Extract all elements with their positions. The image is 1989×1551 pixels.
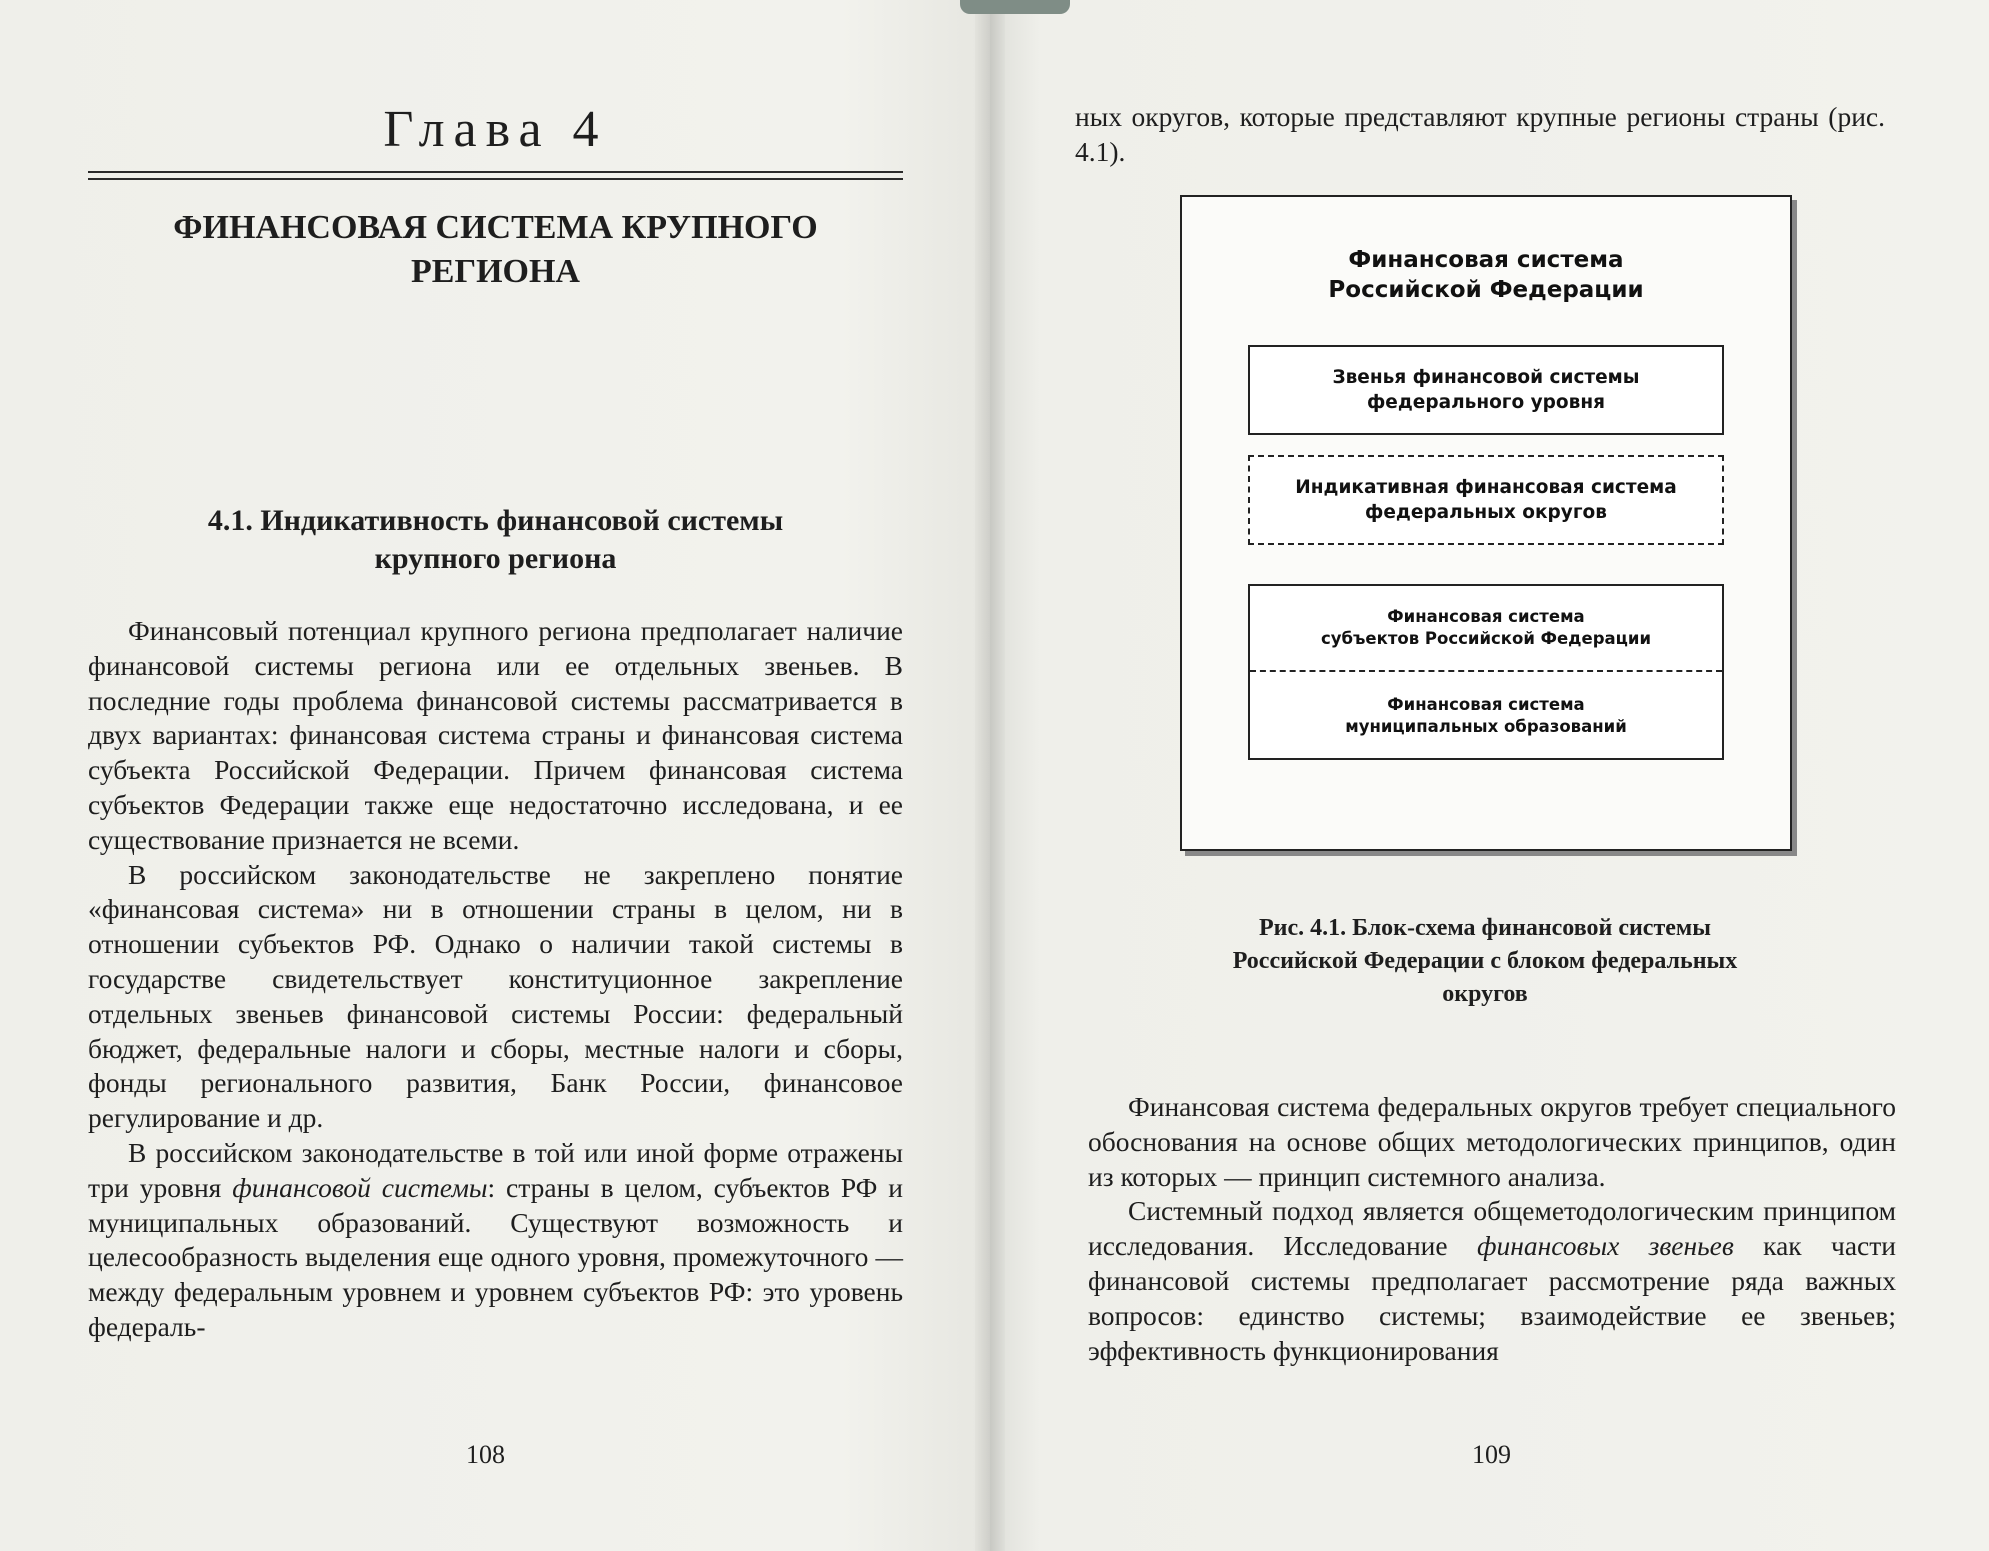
box2-line-2: федеральных округов bbox=[1365, 502, 1607, 523]
chapter-rule-top bbox=[88, 171, 903, 173]
left-page-number: 108 bbox=[466, 1440, 505, 1469]
caption-line-3: округов bbox=[1442, 981, 1528, 1007]
right-top-text bbox=[1075, 100, 1885, 170]
diagram-title bbox=[1182, 245, 1790, 305]
block-diagram bbox=[1180, 195, 1792, 851]
box3a-line-1: Финансовая система bbox=[1387, 607, 1585, 626]
box2-line-1: Индикативная финансовая система bbox=[1295, 477, 1677, 498]
chapter-title bbox=[88, 206, 903, 294]
chapter-title-line-1: ФИНАНСОВАЯ СИСТЕМА КРУПНОГО bbox=[173, 209, 818, 246]
left-paragraph-3-before: В российском законодательстве в той или иной форме отражены три уровня bbox=[88, 1136, 903, 1203]
right-paragraph-2-italic: финансовых звеньев bbox=[1476, 1230, 1734, 1262]
diagram-title-line-2: Российской Федерации bbox=[1328, 277, 1644, 303]
left-paragraph-1: Финансовый потенциал крупного региона предполагает наличие финансовой системы региона или ее отдельных звеньев. В последние годы проблема финансовой системы рассматривается в двух вариантах: финансовая система страны и финансовая система субъекта Российской Федерации. Причем финансовая система субъектов Федерации также еще недостаточно исследована, и ее существование признается не всеми. bbox=[88, 615, 903, 855]
section-title bbox=[88, 502, 903, 578]
chapter-title-line-2: РЕГИОНА bbox=[411, 253, 580, 290]
box3a-line-2: субъектов Российской Федерации bbox=[1320, 629, 1652, 648]
left-paragraph-3-italic: финансовой системы bbox=[232, 1171, 488, 1203]
diagram-box-subjects bbox=[1250, 586, 1722, 670]
diagram-box-divider bbox=[1250, 670, 1722, 672]
right-body-text bbox=[1088, 1090, 1896, 1368]
left-paragraph-3-after: : страны в целом, субъектов РФ и муниципальных образований. Существуют возможность и целесообразность выделения еще одного уровня, промежуточного — между федеральным уровнем и уровнем субъектов РФ: это уровень федераль- bbox=[88, 1171, 904, 1342]
box3b-line-2: муниципальных образований bbox=[1345, 717, 1627, 736]
right-top-paragraph: ных округов, которые представляют крупные регионы страны (рис. 4.1). bbox=[1075, 101, 1885, 167]
left-paragraph-2: В российском законодательстве не закреплено понятие «финансовая система» ни в отношении страны в целом, ни в отношении субъектов РФ. Однако о наличии такой системы в государстве свидетельствует конституционное закрепление отдельных звеньев финансовой системы России: федеральный бюджет, федеральные налоги и сборы, местные налоги и сборы, фонды регионального развития, Банк России, финансовое регулирование и др. bbox=[88, 858, 903, 1134]
box1-line-2: федерального уровня bbox=[1366, 392, 1606, 413]
diagram-title-line-1: Финансовая система bbox=[1348, 247, 1624, 273]
right-paragraph-2-before: Системный подход является общеметодологическим принципом исследования. Исследование bbox=[1088, 1195, 1896, 1262]
diagram-box-subjects-municipal bbox=[1248, 584, 1724, 760]
right-page-number: 109 bbox=[1472, 1440, 1511, 1469]
caption-line-1: Рис. 4.1. Блок-схема финансовой системы bbox=[1259, 915, 1711, 941]
box1-line-1: Звенья финансовой системы bbox=[1332, 367, 1640, 388]
box3b-line-1: Финансовая система bbox=[1387, 695, 1585, 714]
diagram-box-federal-level bbox=[1248, 345, 1724, 435]
right-paragraph-2-after: как части финансовой системы предполагает рассмотрение ряда важных вопросов: единство системы; взаимодействие ее звеньев; эффективность функционирования bbox=[1088, 1230, 1896, 1366]
left-paragraph-3 bbox=[88, 1136, 903, 1345]
diagram-box-federal-districts bbox=[1248, 455, 1724, 545]
cover-edge bbox=[960, 0, 1070, 14]
right-paragraph-1: Финансовая система федеральных округов требует специального обоснования на основе общих методологических принципов, один из которых — принцип системного анализа. bbox=[1088, 1091, 1896, 1192]
left-page bbox=[0, 0, 990, 1551]
book-gutter bbox=[975, 0, 1005, 1551]
diagram-box-municipal bbox=[1250, 674, 1722, 758]
caption-line-2: Российской Федерации с блоком федеральных bbox=[1232, 948, 1738, 974]
figure-caption bbox=[1150, 912, 1820, 1011]
left-body-text bbox=[88, 614, 903, 1345]
section-title-line-2: крупного региона bbox=[374, 542, 617, 575]
right-paragraph-2 bbox=[1088, 1194, 1896, 1368]
chapter-rule-bottom bbox=[88, 178, 903, 180]
chapter-label: Глава 4 bbox=[383, 101, 608, 158]
section-title-line-1: 4.1. Индикативность финансовой системы bbox=[207, 504, 784, 537]
